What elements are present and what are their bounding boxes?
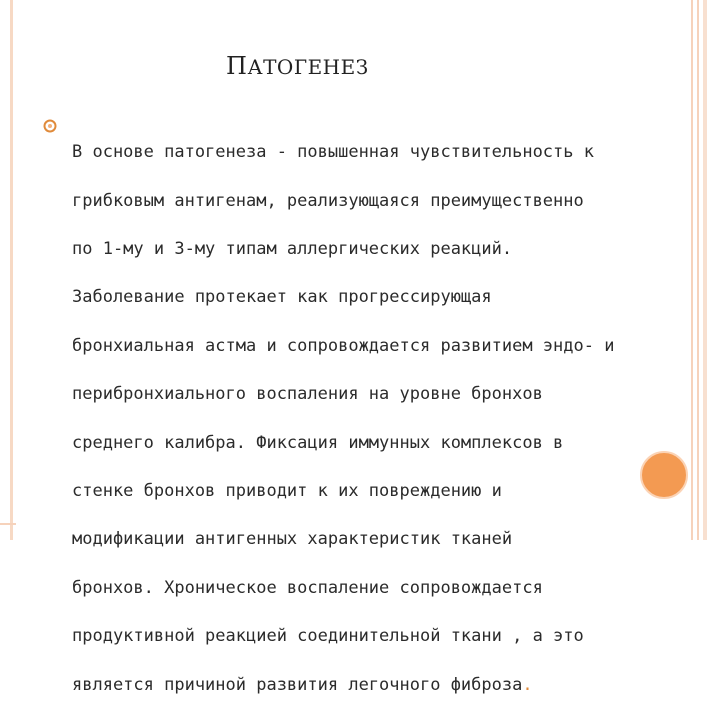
frame-line-right-inner xyxy=(697,0,699,540)
frame-line-right-thick xyxy=(703,0,707,540)
body-line: по 1-му и 3-му типам аллергических реакций. xyxy=(72,239,513,260)
body-line: является причиной развития легочного фиброза xyxy=(72,674,523,695)
frame-line-right-outer xyxy=(691,0,693,540)
slide-title xyxy=(226,52,369,80)
body-line: модификации антигенных характеристик тканей xyxy=(72,529,513,550)
final-period: . xyxy=(522,674,533,695)
frame-line-left xyxy=(10,0,13,540)
decorative-circle xyxy=(640,451,688,499)
body-paragraph xyxy=(72,116,690,721)
body-line: Заболевание протекает как прогрессирующая xyxy=(72,287,492,308)
body-line: бронхиальная астма и сопровождается развитием эндо- и xyxy=(72,335,615,356)
body-line: грибковым антигенам, реализующаяся преимущественно xyxy=(72,190,584,211)
body-line: продуктивной реакцией соединительной ткани , а это xyxy=(72,626,584,647)
body-line: В основе патогенеза - повышенная чувствительность к xyxy=(72,142,594,163)
body-line: среднего калибра. Фиксация иммунных комплексов в xyxy=(72,432,564,453)
frame-line-bottom-left xyxy=(0,523,16,525)
title-first-letter: П xyxy=(226,52,248,80)
body-line: стенке бронхов приводит к их повреждению и xyxy=(72,481,502,502)
title-rest: АТОГЕНЕЗ xyxy=(247,55,369,79)
body-line: бронхов. Хроническое воспаление сопровождается xyxy=(72,577,543,598)
body-line: перибронхиального воспаления на уровне бронхов xyxy=(72,384,543,405)
checkmark-ring-icon xyxy=(42,118,58,134)
body-line-last xyxy=(72,673,690,697)
